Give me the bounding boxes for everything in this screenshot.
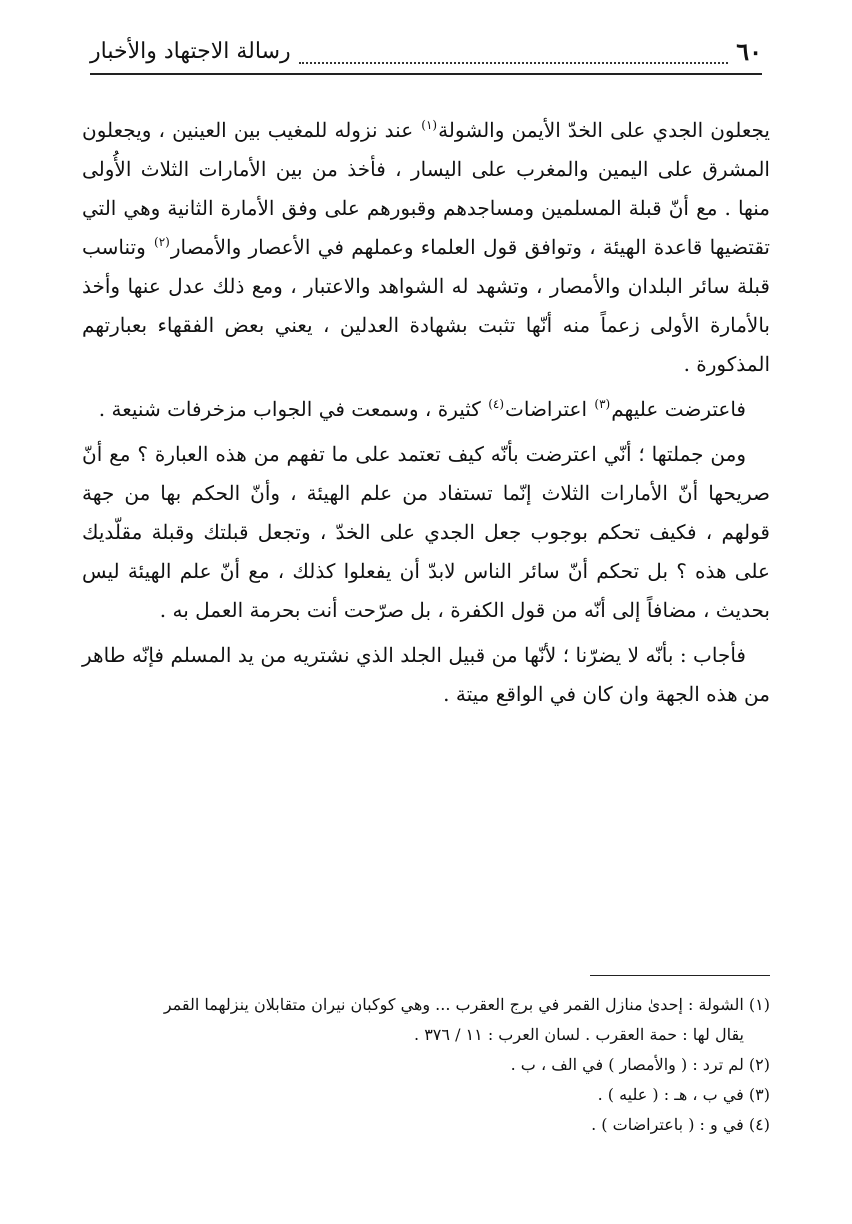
- footnote-4: [82, 1110, 770, 1140]
- paragraph-2-text-c: كثيرة ، وسمعت في الجواب مزخرفات شنيعة .: [98, 397, 488, 421]
- dotted-leader: [299, 61, 729, 64]
- paragraph-1-text-a: يجعلون الجدي على الخدّ الأيمن والشولة: [438, 118, 770, 142]
- paragraph-2-text-b: اعتراضات: [505, 397, 594, 421]
- paragraph-1-text-c: وتناسب قبلة سائر البلدان والأمصار ، وتشهد له الشواهد والاعتبار ، ومع ذلك عدل عنها وأخذ بالأمارة الأولى زعماً منه أنّها تثبت بشهادة العدلين ، يعني بعض الفقهاء بعبارتهم المذكورة .: [82, 235, 770, 376]
- footnote-3-number: (٣): [748, 1085, 770, 1104]
- footnote-1-text: الشولة : إحدىٰ منازل القمر في برج العقرب ... وهي كوكبان نيران متقابلان ينزلهما القمر: [163, 995, 749, 1014]
- paragraph-2: [82, 390, 770, 429]
- footnote-2-text: لم ترد : ( والأمصار ) في الف ، ب .: [510, 1055, 749, 1074]
- footnote-ref-1: (١): [421, 118, 438, 133]
- paragraph-4: فأجاب : بأنّه لا يضرّنا ؛ لأنّها من قبيل الجلد الذي نشتريه من يد المسلم فإنّه طاهر من هذه الجهة وان كان في الواقع ميتة .: [82, 643, 770, 706]
- footnote-1: [82, 990, 770, 1050]
- footnote-1-continuation: يقال لها : حمة العقرب . لسان العرب : ١١ / ٣٧٦ .: [414, 1025, 744, 1044]
- paragraph-1: [82, 111, 770, 384]
- main-text: [82, 111, 770, 720]
- footnote-4-text: في و : ( باعتراضات ) .: [591, 1115, 749, 1134]
- footnote-ref-4: (٤): [488, 397, 505, 412]
- footnote-3: [82, 1080, 770, 1110]
- footnote-3-text: في ب ، هـ : ( عليه ) .: [597, 1085, 749, 1104]
- footnote-1-number: (١): [748, 995, 770, 1014]
- footnote-2-number: (٢): [748, 1055, 770, 1074]
- footnote-separator: [590, 975, 770, 976]
- footnotes: [82, 990, 770, 1140]
- paragraph-1-text-b: عند نزوله للمغيب بين العينين ، ويجعلون المشرق على اليمين والمغرب على اليسار ، فأخذ من بين الأمارات الثلاث الأُولى منها . مع أنّ قبلة المسلمين ومساجدهم وقبورهم على وفق الأمارة الثانية وهي التي تقتضيها قاعدة الهيئة ، وتوافق قول العلماء وعملهم في الأعصار والأمصار: [82, 118, 771, 259]
- running-header: [90, 31, 762, 75]
- paragraph-2-text-a: فاعترضت عليهم: [611, 397, 746, 421]
- book-title: رسالة الاجتهاد والأخبار: [90, 39, 291, 64]
- paragraph-3: ومن جملتها ؛ أنّي اعترضت بأنّه كيف تعتمد على ما تفهم من هذه العبارة ؟ مع أنّ صريحها أنّ الأمارات الثلاث إنّما تستفاد من علم الهيئة ، وأنّ الحكم بها من جهة قولهم ، فكيف تحكم بوجوب جعل الجدي على الخدّ ، وتجعل قبلتك وقبلة مقلّديك على هذه ؟ بل تحكم أنّ سائر الناس لابدّ أن يفعلوا كذلك ، مع أنّ علم الهيئة ليس بحديث ، مضافاً إلى أنّه من قول الكفرة ، بل صرّحت أنت بحرمة العمل به .: [82, 442, 770, 622]
- footnote-2: [82, 1050, 770, 1080]
- footnote-ref-3: (٣): [594, 397, 611, 412]
- footnote-4-number: (٤): [748, 1115, 770, 1134]
- page-number: ٦٠: [736, 37, 762, 66]
- footnote-ref-2: (٢): [154, 235, 170, 250]
